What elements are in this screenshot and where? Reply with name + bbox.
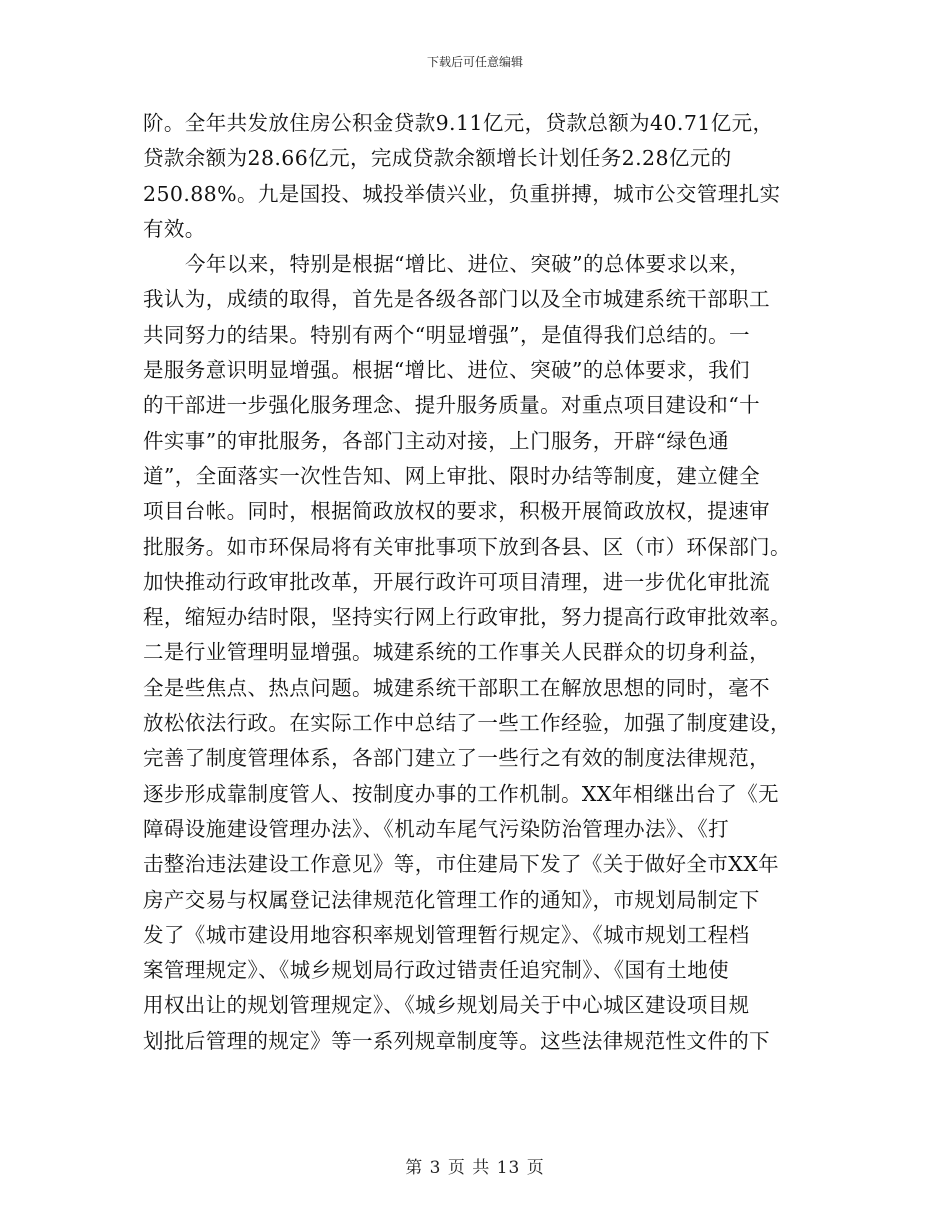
text-line: 逐步形成靠制度管人、按制度办事的工作机制。XX年相继出台了《无 — [143, 781, 780, 806]
text-line: 划批后管理的规定》等一系列规章制度等。这些法律规范性文件的下 — [143, 1028, 770, 1053]
text-line: 今年以来，特别是根据“增比、进位、突破”的总体要求以来， — [185, 252, 751, 277]
text-line: 用权出让的规划管理规定》、《城乡规划局关于中心城区建设项目规 — [143, 993, 750, 1018]
text-line: 案管理规定》、《城乡规划局行政过错责任追究制》、《国有土地使 — [143, 958, 729, 983]
text-line: 道”，全面落实一次性告知、网上审批、限时办结等制度，建立健全 — [143, 463, 760, 488]
text-line: 我认为，成绩的取得，首先是各级各部门以及全市城建系统干部职工 — [143, 287, 770, 312]
text-line: 完善了制度管理体系，各部门建立了一些行之有效的制度法律规范， — [143, 746, 770, 771]
page-header: 下载后可任意编辑 — [426, 55, 523, 69]
text-line: 全是些焦点、热点问题。城建系统干部职工在解放思想的同时，毫不 — [143, 675, 770, 700]
text-line: 批服务。如市环保局将有关审批事项下放到各县、区（市）环保部门。 — [143, 534, 791, 559]
text-line: 发了《城市建设用地容积率规划管理暂行规定》、《城市规划工程档 — [143, 922, 750, 947]
text-line: 程，缩短办结时限，坚持实行网上行政审批，努力提高行政审批效率。 — [143, 605, 791, 630]
text-line: 障碍设施建设管理办法》、《机动车尾气污染防治管理办法》、《打 — [143, 816, 729, 841]
text-line: 共同努力的结果。特别有两个“明显增强”，是值得我们总结的。一 — [143, 322, 750, 347]
text-line: 房产交易与权属登记法律规范化管理工作的通知》，市规划局制定下 — [143, 887, 760, 912]
text-line: 的干部进一步强化服务理念、提升服务质量。对重点项目建设和“十 — [143, 393, 760, 418]
text-line: 250.88%。九是国投、城投举债兴业，负重拼搏，城市公交管理扎实 — [143, 181, 781, 206]
page-number: 第 3 页 共 13 页 — [405, 1158, 545, 1178]
document-body — [143, 106, 823, 1059]
text-line: 件实事”的审批服务，各部门主动对接，上门服务，开辟“绿色通 — [143, 428, 730, 453]
text-line: 加快推动行政审批改革，开展行政许可项目清理，进一步优化审批流 — [143, 569, 770, 594]
text-line: 阶。全年共发放住房公积金贷款9.11亿元，贷款总额为40.71亿元， — [143, 111, 774, 135]
text-line: 是服务意识明显增强。根据“增比、进位、突破”的总体要求，我们 — [143, 358, 750, 383]
text-line: 有效。 — [143, 216, 206, 241]
text-line: 击整治违法建设工作意见》等，市住建局下发了《关于做好全市XX年 — [143, 852, 780, 877]
text-line: 项目台帐。同时，根据简政放权的要求，积极开展简政放权，提速审 — [143, 499, 770, 524]
text-line: 放松依法行政。在实际工作中总结了一些工作经验，加强了制度建设， — [143, 711, 791, 736]
text-line: 二是行业管理明显增强。城建系统的工作事关人民群众的切身利益， — [143, 640, 770, 665]
text-line: 贷款余额为28.66亿元，完成贷款余额增长计划任务2.28亿元的 — [143, 146, 732, 171]
